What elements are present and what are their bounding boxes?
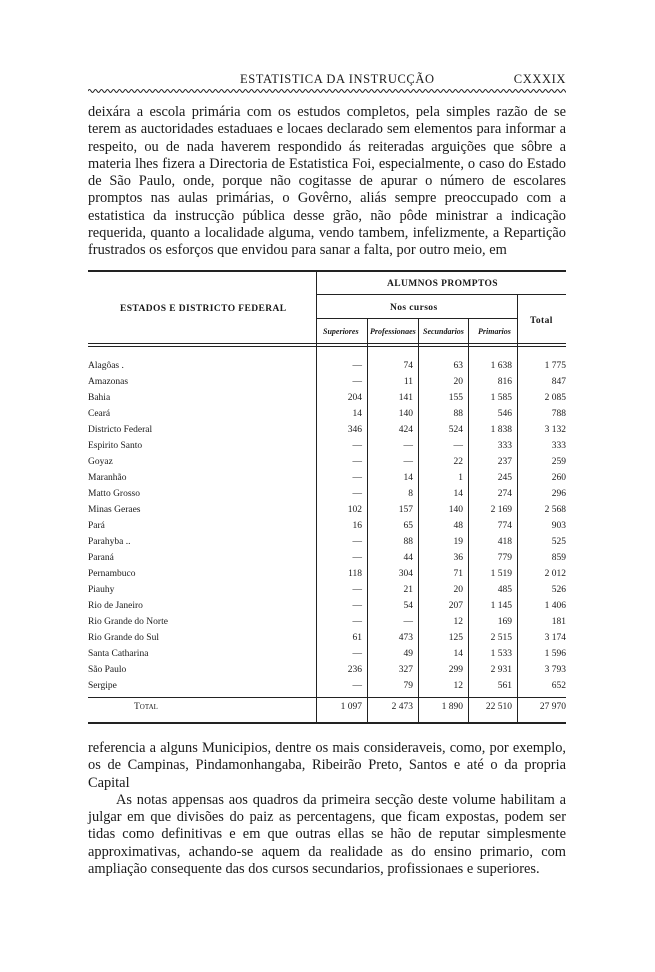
cell-superiores: 204 [347,393,362,403]
paragraph-bottom-1: referencia a alguns Municipios, dentre os mais consideraveis, como, por exemplo, os de Campinas, Pindamonhangaba, Ribeirão Preto, Santos e até o da propria Capital [88,740,566,791]
table-row [88,393,566,409]
cell-superiores: 16 [352,521,362,531]
cell-secundarios: 155 [448,393,463,403]
table-row [88,585,566,601]
cell-primarios: 1 585 [490,393,512,403]
page-number: CXXXIX [513,72,566,86]
total-cell-superiores: 1 097 [340,702,362,712]
cell-total: 1 775 [544,361,566,371]
cell-primarios: 779 [497,553,512,563]
cell-total: 3 174 [544,633,566,643]
row-state-name: Piauhy [88,585,115,595]
cell-profissionaes: 88 [403,537,413,547]
running-header-title: ESTATISTICA DA INSTRUCÇÃO [240,72,435,86]
cell-profissionaes: 157 [398,505,413,515]
cell-superiores: — [352,489,362,499]
cell-total: 2 568 [544,505,566,515]
cell-superiores: 236 [347,665,362,675]
table-row [88,377,566,393]
row-state-name: Rio de Janeiro [88,601,143,611]
cell-total: 2 085 [544,393,566,403]
cell-total: 3 132 [544,425,566,435]
table-row [88,457,566,473]
cell-total: 903 [551,521,566,531]
cell-superiores: 346 [347,425,362,435]
cell-superiores: — [352,441,362,451]
cell-superiores: — [352,681,362,691]
cell-primarios: 774 [497,521,512,531]
cell-primarios: 1 145 [490,601,512,611]
cell-total: 333 [551,441,566,451]
table-row [88,361,566,377]
cell-superiores: — [352,457,362,467]
table-row [88,569,566,585]
col-header-total: Total [530,316,553,326]
table-row [88,617,566,633]
cell-profissionaes: 44 [403,553,413,563]
cell-primarios: 485 [497,585,512,595]
col-header-primarios: Primarios [478,327,511,336]
total-row-top-rule [88,697,566,698]
total-cell-profissionaes: 2 473 [391,702,413,712]
table-row [88,441,566,457]
table-row [88,473,566,489]
cell-primarios: 816 [497,377,512,387]
total-cell-total: 27 970 [539,702,566,712]
cell-secundarios: 524 [448,425,463,435]
cell-total: 1 596 [544,649,566,659]
cell-superiores: — [352,601,362,611]
cell-secundarios: 12 [453,681,463,691]
table-total-row [88,702,566,718]
cell-secundarios: 19 [453,537,463,547]
cell-secundarios: 48 [453,521,463,531]
paragraph-bottom-2: As notas appensas aos quadros da primeira secção deste volume habilitam a julgar em que divisões do paiz as percentagens, que ficam expostas, podem ser tidas como definitivas e em que outras ellas se hão de reputar simplesmente approximativas, achando-se aquem da realidade as do ensino primario, com ampliação consequente das dos cursos secundarios, profissionaes e superiores. [88,791,566,878]
row-state-name: Parahyba .. [88,537,131,547]
table-row [88,681,566,697]
cell-superiores: — [352,649,362,659]
table-row [88,409,566,425]
table-bottom-rule [88,722,566,724]
table-row [88,665,566,681]
row-state-name: Santa Catharina [88,649,149,659]
cell-superiores: — [352,473,362,483]
cell-profissionaes: 65 [403,521,413,531]
cell-profissionaes: 79 [403,681,413,691]
total-cell-secundarios: 1 890 [441,702,463,712]
col-header-nos-cursos: Nos cursos [390,303,438,313]
paragraph-bottom-block [88,740,566,878]
table-row [88,425,566,441]
row-state-name: Sergipe [88,681,117,691]
cell-profissionaes: — [403,457,413,467]
cell-total: 526 [551,585,566,595]
cell-profissionaes: 304 [398,569,413,579]
row-state-name: Districto Federal [88,425,153,435]
cell-primarios: 2 515 [490,633,512,643]
cell-secundarios: 88 [453,409,463,419]
col-header-states: ESTADOS E DISTRICTO FEDERAL [120,304,287,314]
paragraph-top: deixára a escola primária com os estudos completos, pela simples razão de se terem as auctoridades estaduaes e locaes declarado sem elementos para informar a respeito, ou de nada haverem respondido ás reiteradas arguições que sôbre a materia lhes fizera a Directoria de Estatistica Foi, especialmente, o caso do Estado de São Paulo, onde, porque não cogitasse de apurar o número de escolares promptos nas aulas primárias, o Govêrno, aliás sempre preoccupado com a estatistica da instrucção pública desse grão, não pôde ministrar a indicação requerida, quanto a localidade alguma, vendo tambem, infelizmente, a Repartição frustrados os esforços que envidou para sanar a falta, por outro meio, em [88,104,566,259]
row-state-name: Ceará [88,409,111,419]
cell-profissionaes: 8 [408,489,413,499]
table-row [88,601,566,617]
row-state-name: Espirito Santo [88,441,143,451]
cell-total: 859 [551,553,566,563]
cell-superiores: — [352,585,362,595]
cell-secundarios: 63 [453,361,463,371]
cell-secundarios: 22 [453,457,463,467]
col-header-profissionaes: Professionaes [370,327,416,336]
row-state-name: Rio Grande do Norte [88,617,168,627]
cell-profissionaes: 11 [403,377,413,387]
cell-superiores: 61 [352,633,362,643]
cell-secundarios: 207 [448,601,463,611]
cell-total: 259 [551,457,566,467]
header-bottom-rule-1 [88,343,566,344]
cell-secundarios: 20 [453,585,463,595]
table-row [88,521,566,537]
cell-superiores: — [352,361,362,371]
cell-total: 652 [551,681,566,691]
cell-secundarios: 125 [448,633,463,643]
cell-primarios: 2 169 [490,505,512,515]
cell-secundarios: 71 [453,569,463,579]
cell-profissionaes: — [403,617,413,627]
cell-superiores: 102 [347,505,362,515]
row-state-name: Pernambuco [88,569,136,579]
table-row [88,537,566,553]
header-rule-2 [316,318,518,319]
table-row [88,505,566,521]
col-header-superiores: Superiores [323,327,359,336]
cell-primarios: 237 [497,457,512,467]
cell-total: 2 012 [544,569,566,579]
cell-secundarios: 140 [448,505,463,515]
cell-primarios: 274 [497,489,512,499]
cell-total: 181 [551,617,566,627]
row-state-name: Matto Grosso [88,489,140,499]
cell-total: 296 [551,489,566,499]
cell-superiores: — [352,617,362,627]
cell-profissionaes: 327 [398,665,413,675]
cell-total: 3 793 [544,665,566,675]
col-header-secundarios: Secundarios [423,327,464,336]
cell-primarios: 333 [497,441,512,451]
cell-primarios: 245 [497,473,512,483]
cell-profissionaes: — [403,441,413,451]
table-row [88,633,566,649]
cell-primarios: 546 [497,409,512,419]
cell-secundarios: 14 [453,489,463,499]
cell-primarios: 169 [497,617,512,627]
cell-total: 847 [551,377,566,387]
cell-primarios: 1 838 [490,425,512,435]
cell-superiores: — [352,537,362,547]
col-header-alumnos-promptos: ALUMNOS PROMPTOS [387,279,498,289]
row-state-name: Goyaz [88,457,113,467]
cell-total: 260 [551,473,566,483]
cell-total: 525 [551,537,566,547]
table-row [88,553,566,569]
cell-total: 1 406 [544,601,566,611]
cell-profissionaes: 54 [403,601,413,611]
cell-profissionaes: 473 [398,633,413,643]
cell-primarios: 1 533 [490,649,512,659]
row-state-name: Amazonas [88,377,129,387]
cell-secundarios: 14 [453,649,463,659]
header-bottom-rule-2 [88,346,566,347]
cell-primarios: 1 519 [490,569,512,579]
row-state-name: São Paulo [88,665,127,675]
cell-primarios: 561 [497,681,512,691]
cell-profissionaes: 14 [403,473,413,483]
cell-secundarios: 1 [458,473,463,483]
row-state-name: Rio Grande do Sul [88,633,159,643]
table-row [88,489,566,505]
cell-secundarios: — [453,441,463,451]
cell-profissionaes: 74 [403,361,413,371]
cell-primarios: 2 931 [490,665,512,675]
cell-profissionaes: 141 [398,393,413,403]
row-state-name: Alagôas . [88,361,124,371]
cell-profissionaes: 424 [398,425,413,435]
row-state-name: Pará [88,521,105,531]
cell-primarios: 418 [497,537,512,547]
cell-superiores: — [352,377,362,387]
cell-profissionaes: 21 [403,585,413,595]
cell-superiores: 14 [352,409,362,419]
row-state-name: Bahia [88,393,111,403]
cell-secundarios: 36 [453,553,463,563]
cell-primarios: 1 638 [490,361,512,371]
table-top-rule [88,270,566,272]
cell-superiores: — [352,553,362,563]
cell-profissionaes: 49 [403,649,413,659]
header-rule-1 [316,294,566,295]
cell-secundarios: 299 [448,665,463,675]
cell-superiores: 118 [348,569,362,579]
total-row-label: Total [134,702,158,712]
header-wavy-rule [88,88,566,94]
row-state-name: Paraná [88,553,114,563]
row-state-name: Maranhão [88,473,127,483]
cell-total: 788 [551,409,566,419]
row-state-name: Minas Geraes [88,505,141,515]
cell-secundarios: 12 [453,617,463,627]
table-row [88,649,566,665]
cell-secundarios: 20 [453,377,463,387]
cell-profissionaes: 140 [398,409,413,419]
total-cell-primarios: 22 510 [485,702,512,712]
